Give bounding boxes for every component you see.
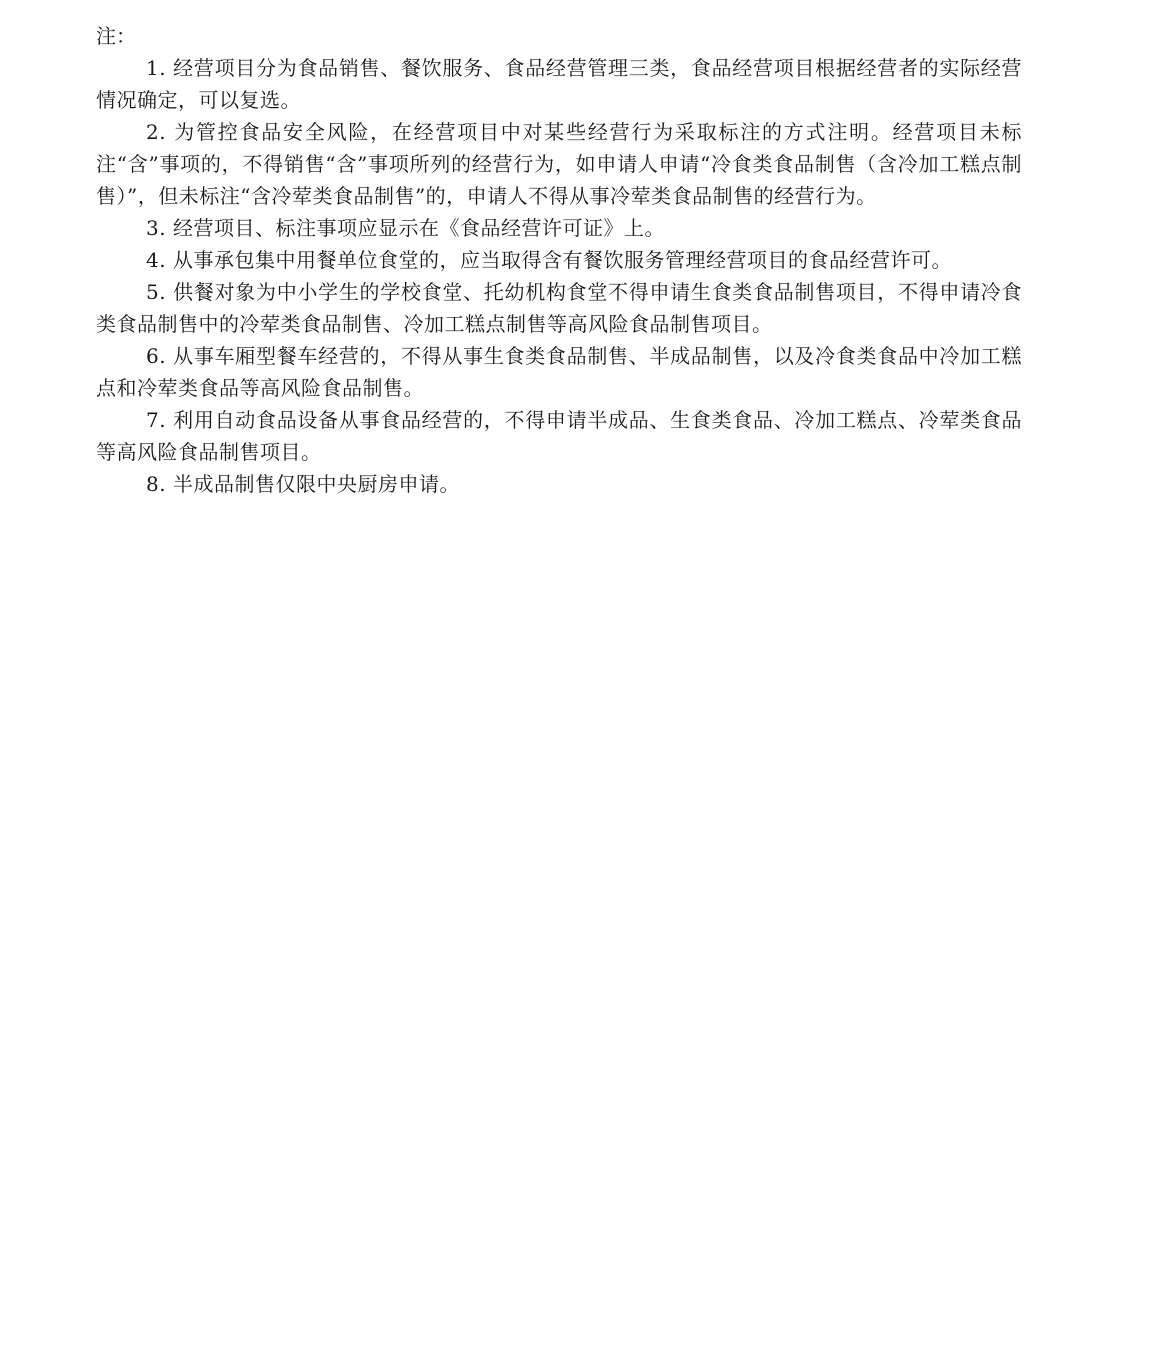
note-item-5: 5. 供餐对象为中小学生的学校食堂、托幼机构食堂不得申请生食类食品制售项目，不得申请冷食类食品制售中的冷荤类食品制售、冷加工糕点制售等高风险食品制售项目。	[96, 280, 1022, 336]
note-item-2: 2. 为管控食品安全风险，在经营项目中对某些经营行为采取标注的方式注明。经营项目未标注“含”事项的，不得销售“含”事项所列的经营行为，如申请人申请“冷食类食品制售（含冷加工糕点制售）”，但未标注“含冷荤类食品制售”的，申请人不得从事冷荤类食品制售的经营行为。	[96, 120, 1022, 208]
note-item-3: 3. 经营项目、标注事项应显示在《食品经营许可证》上。	[146, 216, 665, 240]
note-item-7: 7. 利用自动食品设备从事食品经营的，不得申请半成品、生食类食品、冷加工糕点、冷荤类食品等高风险食品制售项目。	[96, 408, 1022, 464]
note-item-4: 4. 从事承包集中用餐单位食堂的，应当取得含有餐饮服务管理经营项目的食品经营许可。	[146, 248, 952, 272]
notes-document	[96, 20, 1022, 500]
note-item-6: 6. 从事车厢型餐车经营的，不得从事生食类食品制售、半成品制售，以及冷食类食品中冷加工糕点和冷荤类食品等高风险食品制售。	[96, 344, 1022, 400]
note-item-8: 8. 半成品制售仅限中央厨房申请。	[146, 472, 460, 496]
notes-heading: 注：	[96, 24, 136, 48]
note-item-1: 1. 经营项目分为食品销售、餐饮服务、食品经营管理三类，食品经营项目根据经营者的实际经营情况确定，可以复选。	[96, 56, 1022, 112]
